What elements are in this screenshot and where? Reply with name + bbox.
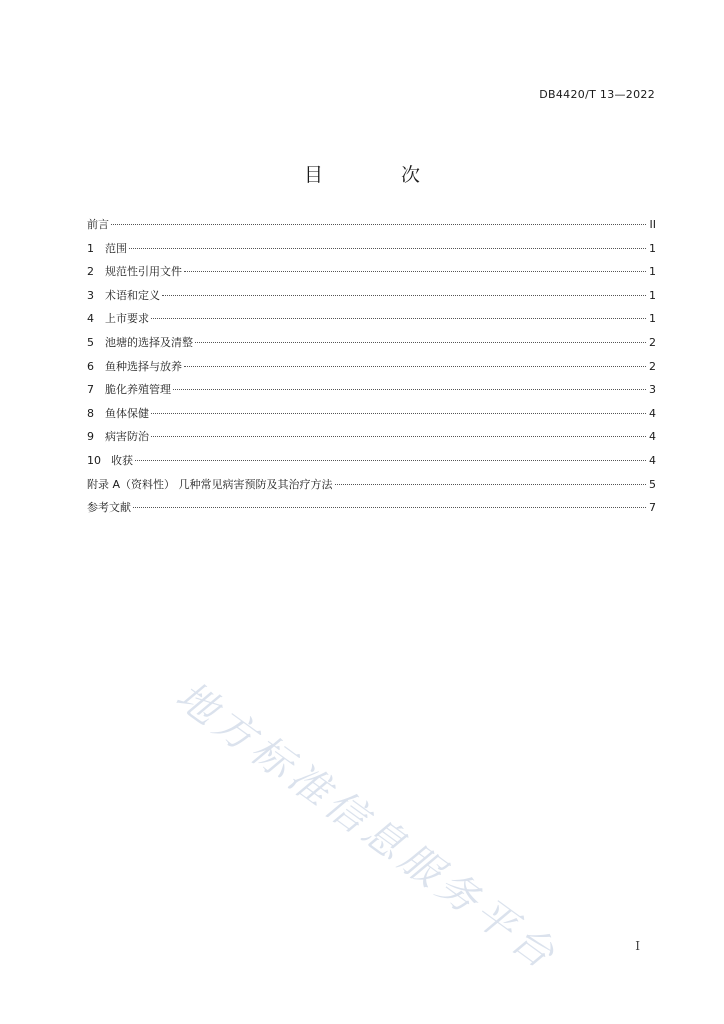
toc-entry-4[interactable] [87, 312, 656, 336]
toc-entry-page: 4 [649, 406, 656, 420]
toc-entry-label: 前言 [87, 218, 109, 231]
toc-title: 目 次 [303, 164, 457, 186]
toc-entry-label: 附录 A（资料性） 几种常见病害预防及其治疗方法 [87, 477, 333, 491]
toc-entry-page: 2 [649, 335, 656, 349]
toc-dot-leader [173, 389, 646, 390]
toc-entry-page: 2 [649, 359, 656, 373]
toc-dot-leader [129, 248, 646, 249]
toc-entry-number: 5 [87, 335, 94, 349]
toc-entry-7[interactable] [87, 383, 656, 407]
toc-entry-page: 1 [649, 241, 656, 255]
toc-entry-page: 7 [649, 501, 656, 515]
toc-entry-number: 9 [87, 430, 94, 444]
toc-entry-label: 术语和定义 [105, 288, 160, 302]
toc-entry-label: 病害防治 [105, 430, 149, 444]
toc-dot-leader [162, 295, 646, 296]
toc-entry-page: 1 [649, 312, 656, 326]
toc-dot-leader [111, 224, 646, 225]
toc-dot-leader [335, 484, 646, 485]
toc-entry-label: 脆化养殖管理 [105, 383, 171, 397]
toc-entry-page: 1 [649, 265, 656, 279]
toc-entry-label: 上市要求 [105, 312, 149, 326]
toc-entry-number: 4 [87, 312, 94, 326]
toc-list [87, 218, 656, 525]
toc-entry-number: 6 [87, 359, 94, 373]
toc-entry-page: 1 [649, 288, 656, 302]
toc-entry-number: 8 [87, 406, 94, 420]
toc-entry-6[interactable] [87, 360, 656, 384]
toc-entry-number: 3 [87, 288, 94, 302]
toc-entry-page: 4 [649, 430, 656, 444]
toc-entry-10[interactable] [87, 454, 656, 478]
toc-entry-page: 5 [649, 477, 656, 491]
toc-dot-leader [151, 436, 646, 437]
toc-entry-references[interactable] [87, 501, 656, 525]
watermark: 地方标准信息服务平台 [167, 672, 567, 981]
toc-dot-leader [184, 366, 646, 367]
toc-entry-label: 规范性引用文件 [105, 265, 182, 279]
toc-entry-number: 10 [87, 453, 101, 467]
toc-entry-label: 范围 [105, 241, 127, 255]
page-number: I [635, 939, 640, 953]
toc-entry-label: 鱼体保健 [105, 406, 149, 420]
toc-entry-label: 收获 [111, 453, 133, 467]
toc-entry-2[interactable] [87, 265, 656, 289]
toc-entry-label: 鱼种选择与放养 [105, 359, 182, 373]
toc-entry-appendix-a[interactable] [87, 478, 656, 502]
toc-dot-leader [151, 413, 646, 414]
toc-entry-3[interactable] [87, 289, 656, 313]
toc-entry-page: 4 [649, 453, 656, 467]
toc-entry-number: 2 [87, 265, 94, 279]
toc-entry-page: II [649, 218, 656, 231]
toc-entry-9[interactable] [87, 430, 656, 454]
document-code: DB4420/T 13—2022 [539, 88, 655, 101]
toc-dot-leader [133, 507, 646, 508]
toc-entry-5[interactable] [87, 336, 656, 360]
toc-dot-leader [195, 342, 646, 343]
toc-entry-8[interactable] [87, 407, 656, 431]
toc-entry-1[interactable] [87, 242, 656, 266]
toc-entry-label: 参考文献 [87, 501, 131, 515]
toc-entry-label: 池塘的选择及清整 [105, 335, 193, 349]
toc-entry-number: 1 [87, 241, 94, 255]
toc-entry-number: 7 [87, 383, 94, 397]
toc-entry-foreword[interactable] [87, 218, 656, 242]
toc-entry-page: 3 [649, 383, 656, 397]
toc-dot-leader [151, 318, 646, 319]
toc-dot-leader [184, 271, 646, 272]
toc-dot-leader [135, 460, 646, 461]
